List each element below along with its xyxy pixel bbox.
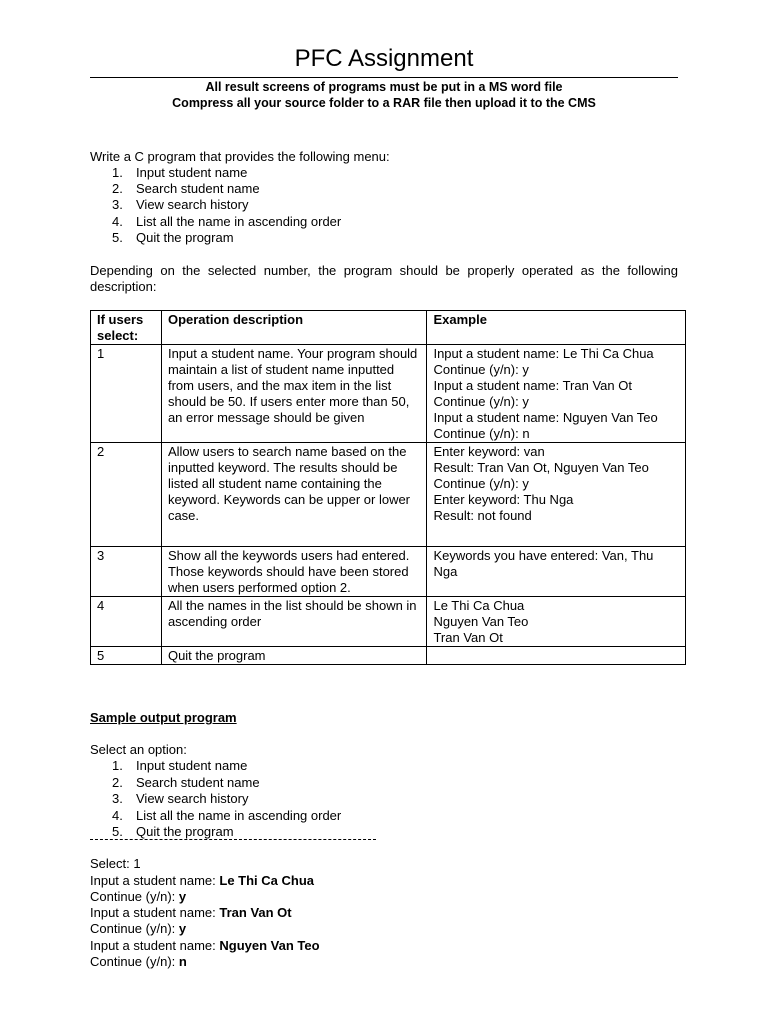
menu-item bbox=[112, 197, 248, 213]
cell-operation: Quit the program bbox=[161, 647, 427, 665]
sample-menu-item bbox=[112, 758, 247, 774]
menu-item-label: Search student name bbox=[136, 181, 260, 196]
menu-item-label: List all the name in ascending order bbox=[136, 808, 342, 823]
cell-select: 4 bbox=[91, 597, 162, 647]
cell-operation: Allow users to search name based on the inputted keyword. The results should be listed all student name containing the keyword. Keywords can be upper or lower case. bbox=[161, 443, 427, 547]
operations-table bbox=[90, 310, 686, 665]
header-operation: Operation description bbox=[161, 311, 427, 345]
example-line: Result: Tran Van Ot, Nguyen Van Teo bbox=[433, 460, 649, 475]
table-row bbox=[91, 597, 686, 647]
cell-select: 5 bbox=[91, 647, 162, 665]
example-line: Tran Van Ot bbox=[433, 630, 503, 645]
title-divider bbox=[90, 77, 678, 78]
sample-menu-item bbox=[112, 791, 248, 807]
header-example: Example bbox=[427, 311, 686, 345]
io-line bbox=[90, 954, 187, 970]
table-row bbox=[91, 647, 686, 665]
table-row bbox=[91, 443, 686, 547]
menu-item-number: 4. bbox=[112, 808, 123, 823]
io-value: Nguyen Van Teo bbox=[219, 938, 320, 953]
menu-item bbox=[112, 230, 234, 246]
cell-select: 1 bbox=[91, 345, 162, 443]
io-label: Input a student name: bbox=[90, 873, 220, 888]
example-line: Continue (y/n): n bbox=[433, 426, 530, 441]
menu-item-label: View search history bbox=[136, 197, 249, 212]
example-line: Nguyen Van Teo bbox=[433, 614, 529, 629]
io-value: Le Thi Ca Chua bbox=[219, 873, 314, 888]
description-text: Depending on the selected number, the program should be properly operated as the following description: bbox=[90, 263, 678, 294]
example-line: Continue (y/n): y bbox=[433, 476, 529, 491]
cell-select: 2 bbox=[91, 443, 162, 547]
example-line: Continue (y/n): y bbox=[433, 362, 529, 377]
cell-operation: Show all the keywords users had entered. Those keywords should have been stored when users performed option 2. bbox=[161, 547, 427, 597]
dashed-separator bbox=[90, 839, 376, 840]
table-header-row bbox=[91, 311, 686, 345]
io-value: y bbox=[178, 889, 187, 904]
menu-item-label: Quit the program bbox=[136, 824, 234, 839]
cell-select: 3 bbox=[91, 547, 162, 597]
io-line bbox=[90, 905, 292, 921]
io-label: Input a student name: bbox=[90, 938, 220, 953]
menu-item-label: List all the name in ascending order bbox=[136, 214, 342, 229]
subtitle-rar-upload: Compress all your source folder to a RAR file then upload it to the CMS bbox=[172, 96, 596, 110]
io-value: y bbox=[178, 921, 187, 936]
sample-menu-item bbox=[112, 808, 341, 824]
cell-example bbox=[427, 647, 686, 665]
sample-menu-item bbox=[112, 775, 260, 791]
io-label: Input a student name: bbox=[90, 905, 220, 920]
menu-item-number: 3. bbox=[112, 197, 123, 212]
cell-example bbox=[427, 597, 686, 647]
io-value: n bbox=[178, 954, 187, 969]
example-line: Enter keyword: Thu Nga bbox=[433, 492, 574, 507]
subtitle-word-file: All result screens of programs must be put in a MS word file bbox=[205, 80, 563, 94]
menu-item-number: 2. bbox=[112, 775, 123, 790]
intro-text: Write a C program that provides the following menu: bbox=[90, 149, 390, 164]
menu-item-number: 1. bbox=[112, 758, 123, 773]
example-line: Continue (y/n): y bbox=[433, 394, 529, 409]
cell-example: Keywords you have entered: Van, Thu Nga bbox=[427, 547, 686, 597]
menu-item-number: 5. bbox=[112, 824, 123, 839]
io-label: Continue (y/n): bbox=[90, 921, 179, 936]
sample-prompt: Select an option: bbox=[90, 742, 187, 757]
sample-menu-item bbox=[112, 824, 234, 840]
menu-item-number: 1. bbox=[112, 165, 123, 180]
cell-example bbox=[427, 443, 686, 547]
select-line: Select: 1 bbox=[90, 856, 141, 871]
example-line: Enter keyword: van bbox=[433, 444, 545, 459]
menu-item-number: 2. bbox=[112, 181, 123, 196]
example-line: Result: not found bbox=[433, 508, 532, 523]
header-select: If users select: bbox=[91, 311, 162, 345]
example-line: Le Thi Ca Chua bbox=[433, 598, 525, 613]
cell-operation: All the names in the list should be shown in ascending order bbox=[161, 597, 427, 647]
page-title: PFC Assignment bbox=[294, 45, 474, 72]
io-value: Tran Van Ot bbox=[219, 905, 292, 920]
io-line bbox=[90, 873, 314, 889]
menu-item bbox=[112, 181, 260, 197]
menu-item bbox=[112, 214, 341, 230]
cell-example bbox=[427, 345, 686, 443]
menu-item-number: 4. bbox=[112, 214, 123, 229]
io-label: Continue (y/n): bbox=[90, 889, 179, 904]
menu-item-label: Input student name bbox=[136, 165, 248, 180]
table-row bbox=[91, 345, 686, 443]
io-label: Continue (y/n): bbox=[90, 954, 179, 969]
io-line bbox=[90, 889, 186, 905]
menu-item-label: Input student name bbox=[136, 758, 248, 773]
example-line: Input a student name: Tran Van Ot bbox=[433, 378, 632, 393]
example-line: Input a student name: Nguyen Van Teo bbox=[433, 410, 658, 425]
menu-item-label: Search student name bbox=[136, 775, 260, 790]
menu-item-number: 5. bbox=[112, 230, 123, 245]
menu-item-label: View search history bbox=[136, 791, 249, 806]
sample-output-heading: Sample output program bbox=[90, 710, 237, 725]
table-row bbox=[91, 547, 686, 597]
io-line bbox=[90, 938, 320, 954]
menu-item bbox=[112, 165, 247, 181]
menu-item-label: Quit the program bbox=[136, 230, 234, 245]
menu-item-number: 3. bbox=[112, 791, 123, 806]
example-line: Input a student name: Le Thi Ca Chua bbox=[433, 346, 654, 361]
cell-operation: Input a student name. Your program should maintain a list of student name inputted from users, and the max item in the list should be 50. If users enter more than 50, an error message should be given bbox=[161, 345, 427, 443]
io-line bbox=[90, 921, 186, 937]
